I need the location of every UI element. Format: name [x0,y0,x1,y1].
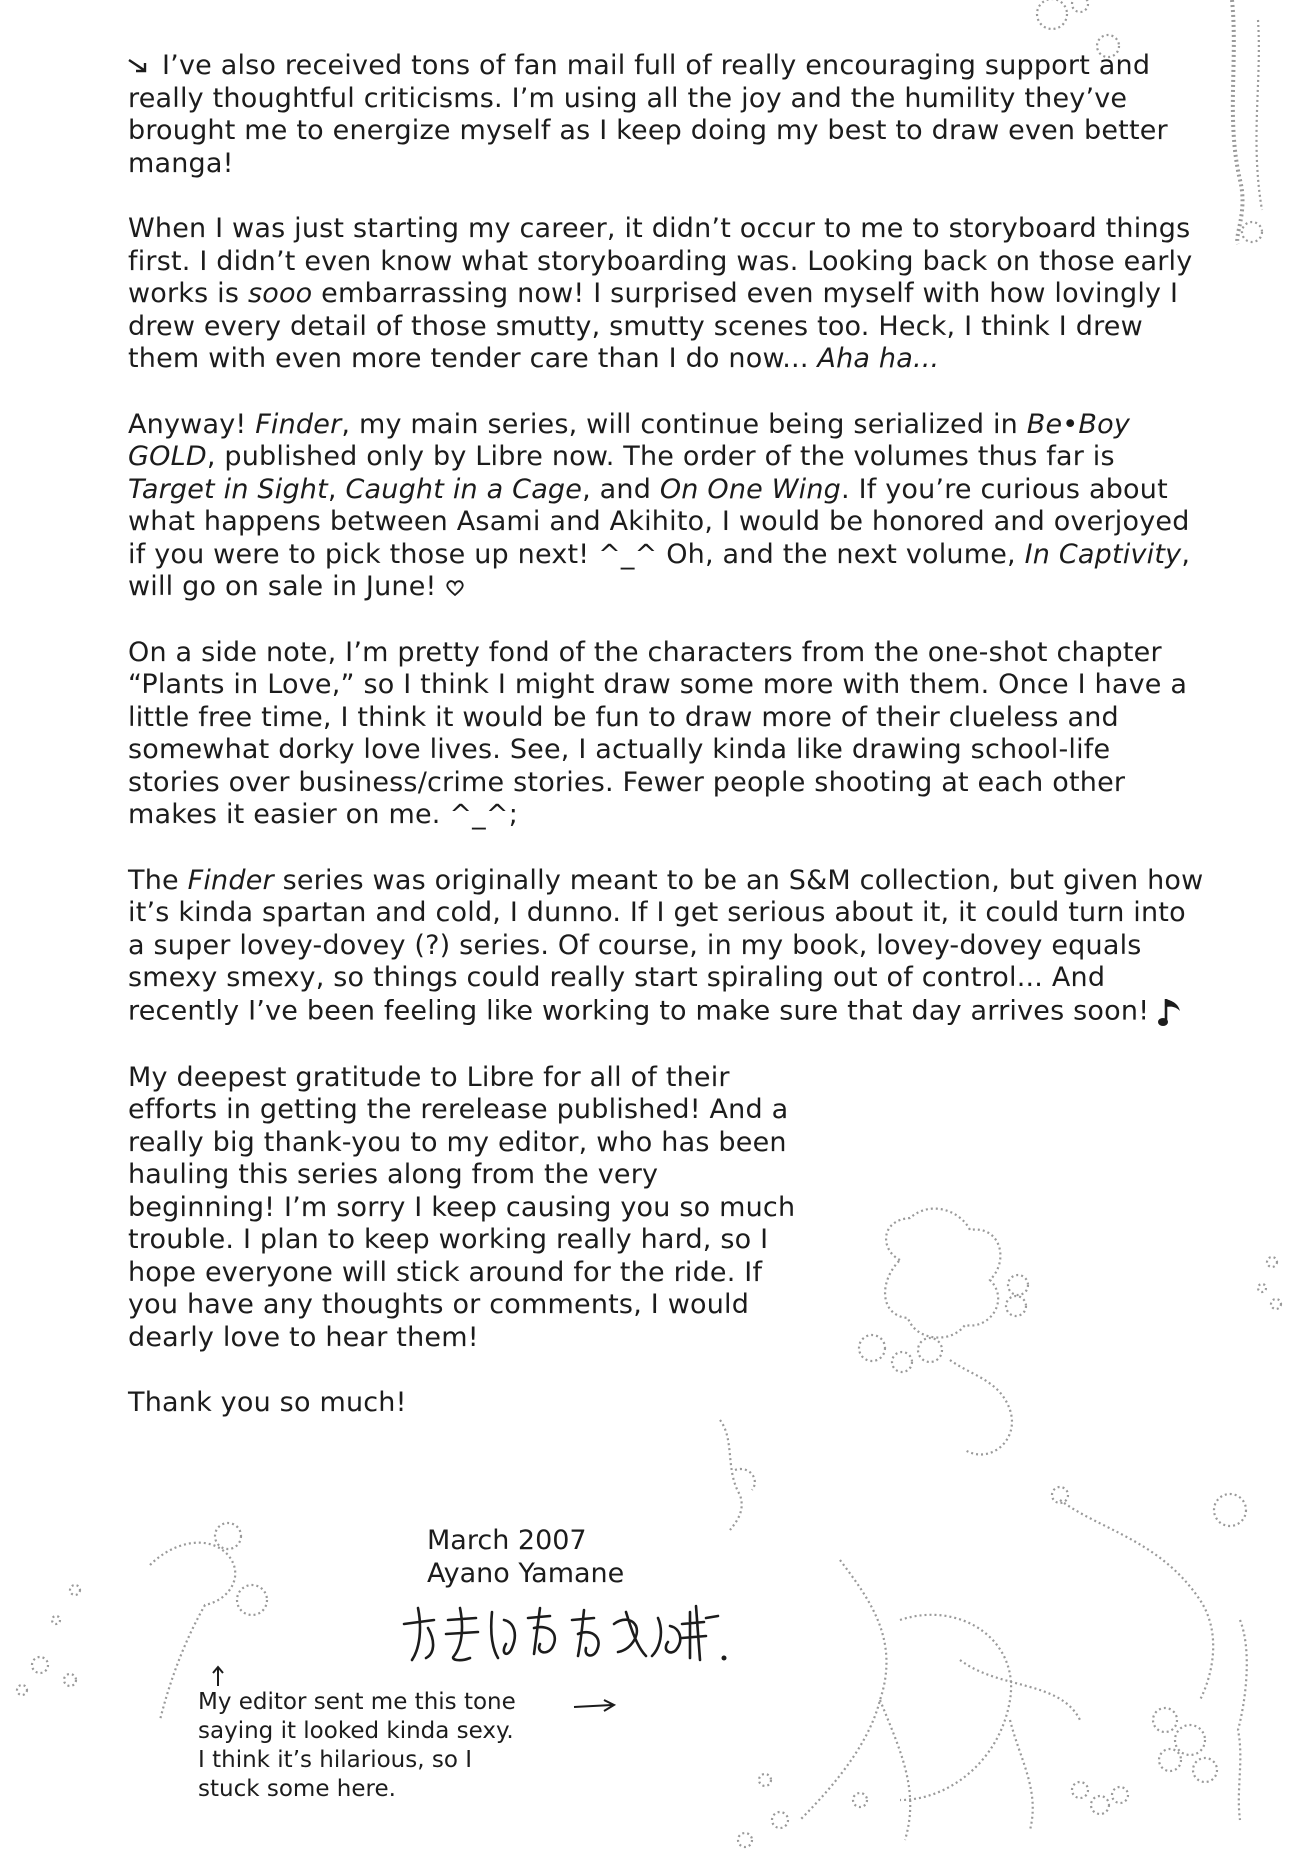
paragraph-text [128,637,1187,831]
body-text: . If you’re curious about what happens between Asami and Akihito, I would be honored and overjoyed if you were to pick those up next! ^_^ Oh, and the next volume, [128,473,1190,570]
bubble-shape [1091,1796,1109,1814]
paragraph-text [128,865,1203,1027]
emphasis-text: In Captivity [1024,538,1182,570]
afterword-letter [128,50,1208,1453]
emphasis-text: Aha ha... [817,343,940,374]
body-text: The [128,864,188,896]
heart-icon [445,579,465,597]
bubble-shape [1112,1787,1128,1803]
signoff-date: March 2007 [427,1525,587,1556]
body-text: Thank you so much! [128,1387,407,1418]
body-text: series was originally meant to be an S&M collection, but given how it’s kinda spartan and cold, I dunno. If I get serious about it, it could turn into a super lovey-dovey (?) series. Of course, in my book, lovey-dovey equals smexy smexy, so things could really start spiraling out of control... And recently I’ve been feeling like working to make sure that day arrives soon! [128,864,1204,1026]
bubble-shape [215,1523,241,1549]
paragraph-text [128,409,1190,603]
drip-shape [1238,1620,1247,1820]
bubble-shape [1159,1749,1181,1771]
emphasis-text: Finder [255,408,342,440]
paragraph-gratitude [128,1062,798,1355]
bubble-shape [1267,1257,1277,1267]
bubble-shape [237,1585,267,1615]
drip-shape [1257,20,1262,210]
editor-tone-note [198,1688,516,1804]
bubble-shape [759,1774,771,1786]
paragraph-sm-collection [128,865,1208,1029]
bubble-shape [32,1657,48,1673]
bubble-shape [1214,1494,1246,1526]
bubble-shape [70,1585,80,1595]
figure-shape [1010,1720,1033,1830]
emphasis-text: On One Wing [659,473,841,505]
emphasis-text: Caught in a Cage [345,473,583,505]
figure-shape [1060,1500,1213,1700]
figure-shape [880,1700,910,1840]
paragraph-fan-mail [128,50,1208,180]
paragraph-plants-in-love [128,637,1208,832]
drip-shape [1232,0,1243,244]
bubble-shape [1072,0,1088,12]
signoff [427,1524,624,1590]
bubble-shape [1193,1758,1217,1782]
paragraph-text [128,1387,407,1418]
paragraph-thanks [128,1387,1208,1420]
bubble-shape [1037,0,1067,29]
bubble-shape [64,1674,76,1686]
body-text: , will go on sale in June! [128,538,1191,602]
figure-shape [900,1615,1011,1800]
bubble-shape [1242,222,1262,242]
bubble-shape [738,1833,752,1847]
bubble-shape [853,1793,867,1807]
emphasis-text: Target in Sight [128,473,328,505]
paragraph-storyboarding [128,213,1208,376]
emphasis-text: Finder [187,864,274,896]
note-line: I think it’s hilarious, so I [198,1747,473,1773]
paragraph-text [128,50,1168,179]
body-text: When I was just starting my career, it didn’t occur to me to storyboard things first. I didn’t even know what storyboarding was. Looking back on those early works is [128,213,1193,309]
paragraph-text [128,1062,795,1353]
arrow-right-icon [572,1698,618,1714]
bubble-shape [1258,1284,1266,1292]
body-text: embarrassing now! I surprised even myself with how lovingly I drew every detail of those smutty, smutty scenes too. Heck, I think I drew them with even more tender care than I do now... [128,278,1179,374]
author-signature [400,1598,730,1670]
bubble-shape [1072,1782,1088,1798]
emphasis-text: Be•Boy GOLD [128,408,1131,472]
music-note-icon [1158,995,1184,1029]
note-line: My editor sent me this tone [198,1689,516,1715]
figure-shape [800,1560,886,1820]
body-text: Anyway! [128,408,256,440]
bubble-shape [1271,1299,1281,1309]
bubble-shape [1052,1487,1068,1503]
bubble-shape [772,1812,788,1828]
body-text: , my main series, will continue being serialized in [341,408,1027,440]
emphasis-text: sooo [247,278,313,309]
body-text: , published only by Libre now. The order of the volumes thus far is [206,441,1115,472]
paragraph-finder-series [128,409,1208,604]
bubble-shape [52,1616,60,1624]
body-text: On a side note, I’m pretty fond of the characters from the one-shot chapter “Plants in Love,” so I think I might draw some more with them. Once I have a little free time, I think it would be fun to draw more of their clueless and somewhat dorky love lives. See, I actually kinda like drawing school-life stories over business/crime stories. Fewer people shooting at each other makes it easier on me. ^_^; [128,636,1188,830]
paragraph-text [128,213,1192,374]
figure-shape [735,1469,755,1490]
bubble-shape [17,1685,27,1695]
signoff-author: Ayano Yamane [427,1558,625,1589]
body-text: My deepest gratitude to Libre for all of their efforts in getting the rerelease published! And a really big thank-you to my editor, who has been hauling this series along from the very beginning! I’m sorry I keep causing you so much trouble. I plan to keep working really hard, so I hope everyone will stick around for the ride. If you have any thoughts or comments, I would dearly love to hear them! [128,1061,796,1353]
body-text: I’ve also received tons of fan mail full of really encouraging support and really thoughtful criticisms. I’m using all the joy and the humility they’ve brought me to energize myself as I keep doing my best to draw even better manga! [128,50,1168,179]
body-text: , [327,473,346,505]
figure-shape [960,1660,1080,1720]
note-line: saying it looked kinda sexy. [198,1718,514,1744]
bubble-shape [1153,1708,1177,1732]
bubble-shape [1175,1725,1205,1755]
note-line: stuck some here. [198,1776,396,1802]
arrow-down-right-icon [126,56,150,76]
body-text: , and [582,473,660,505]
arrow-up-icon [210,1664,226,1688]
